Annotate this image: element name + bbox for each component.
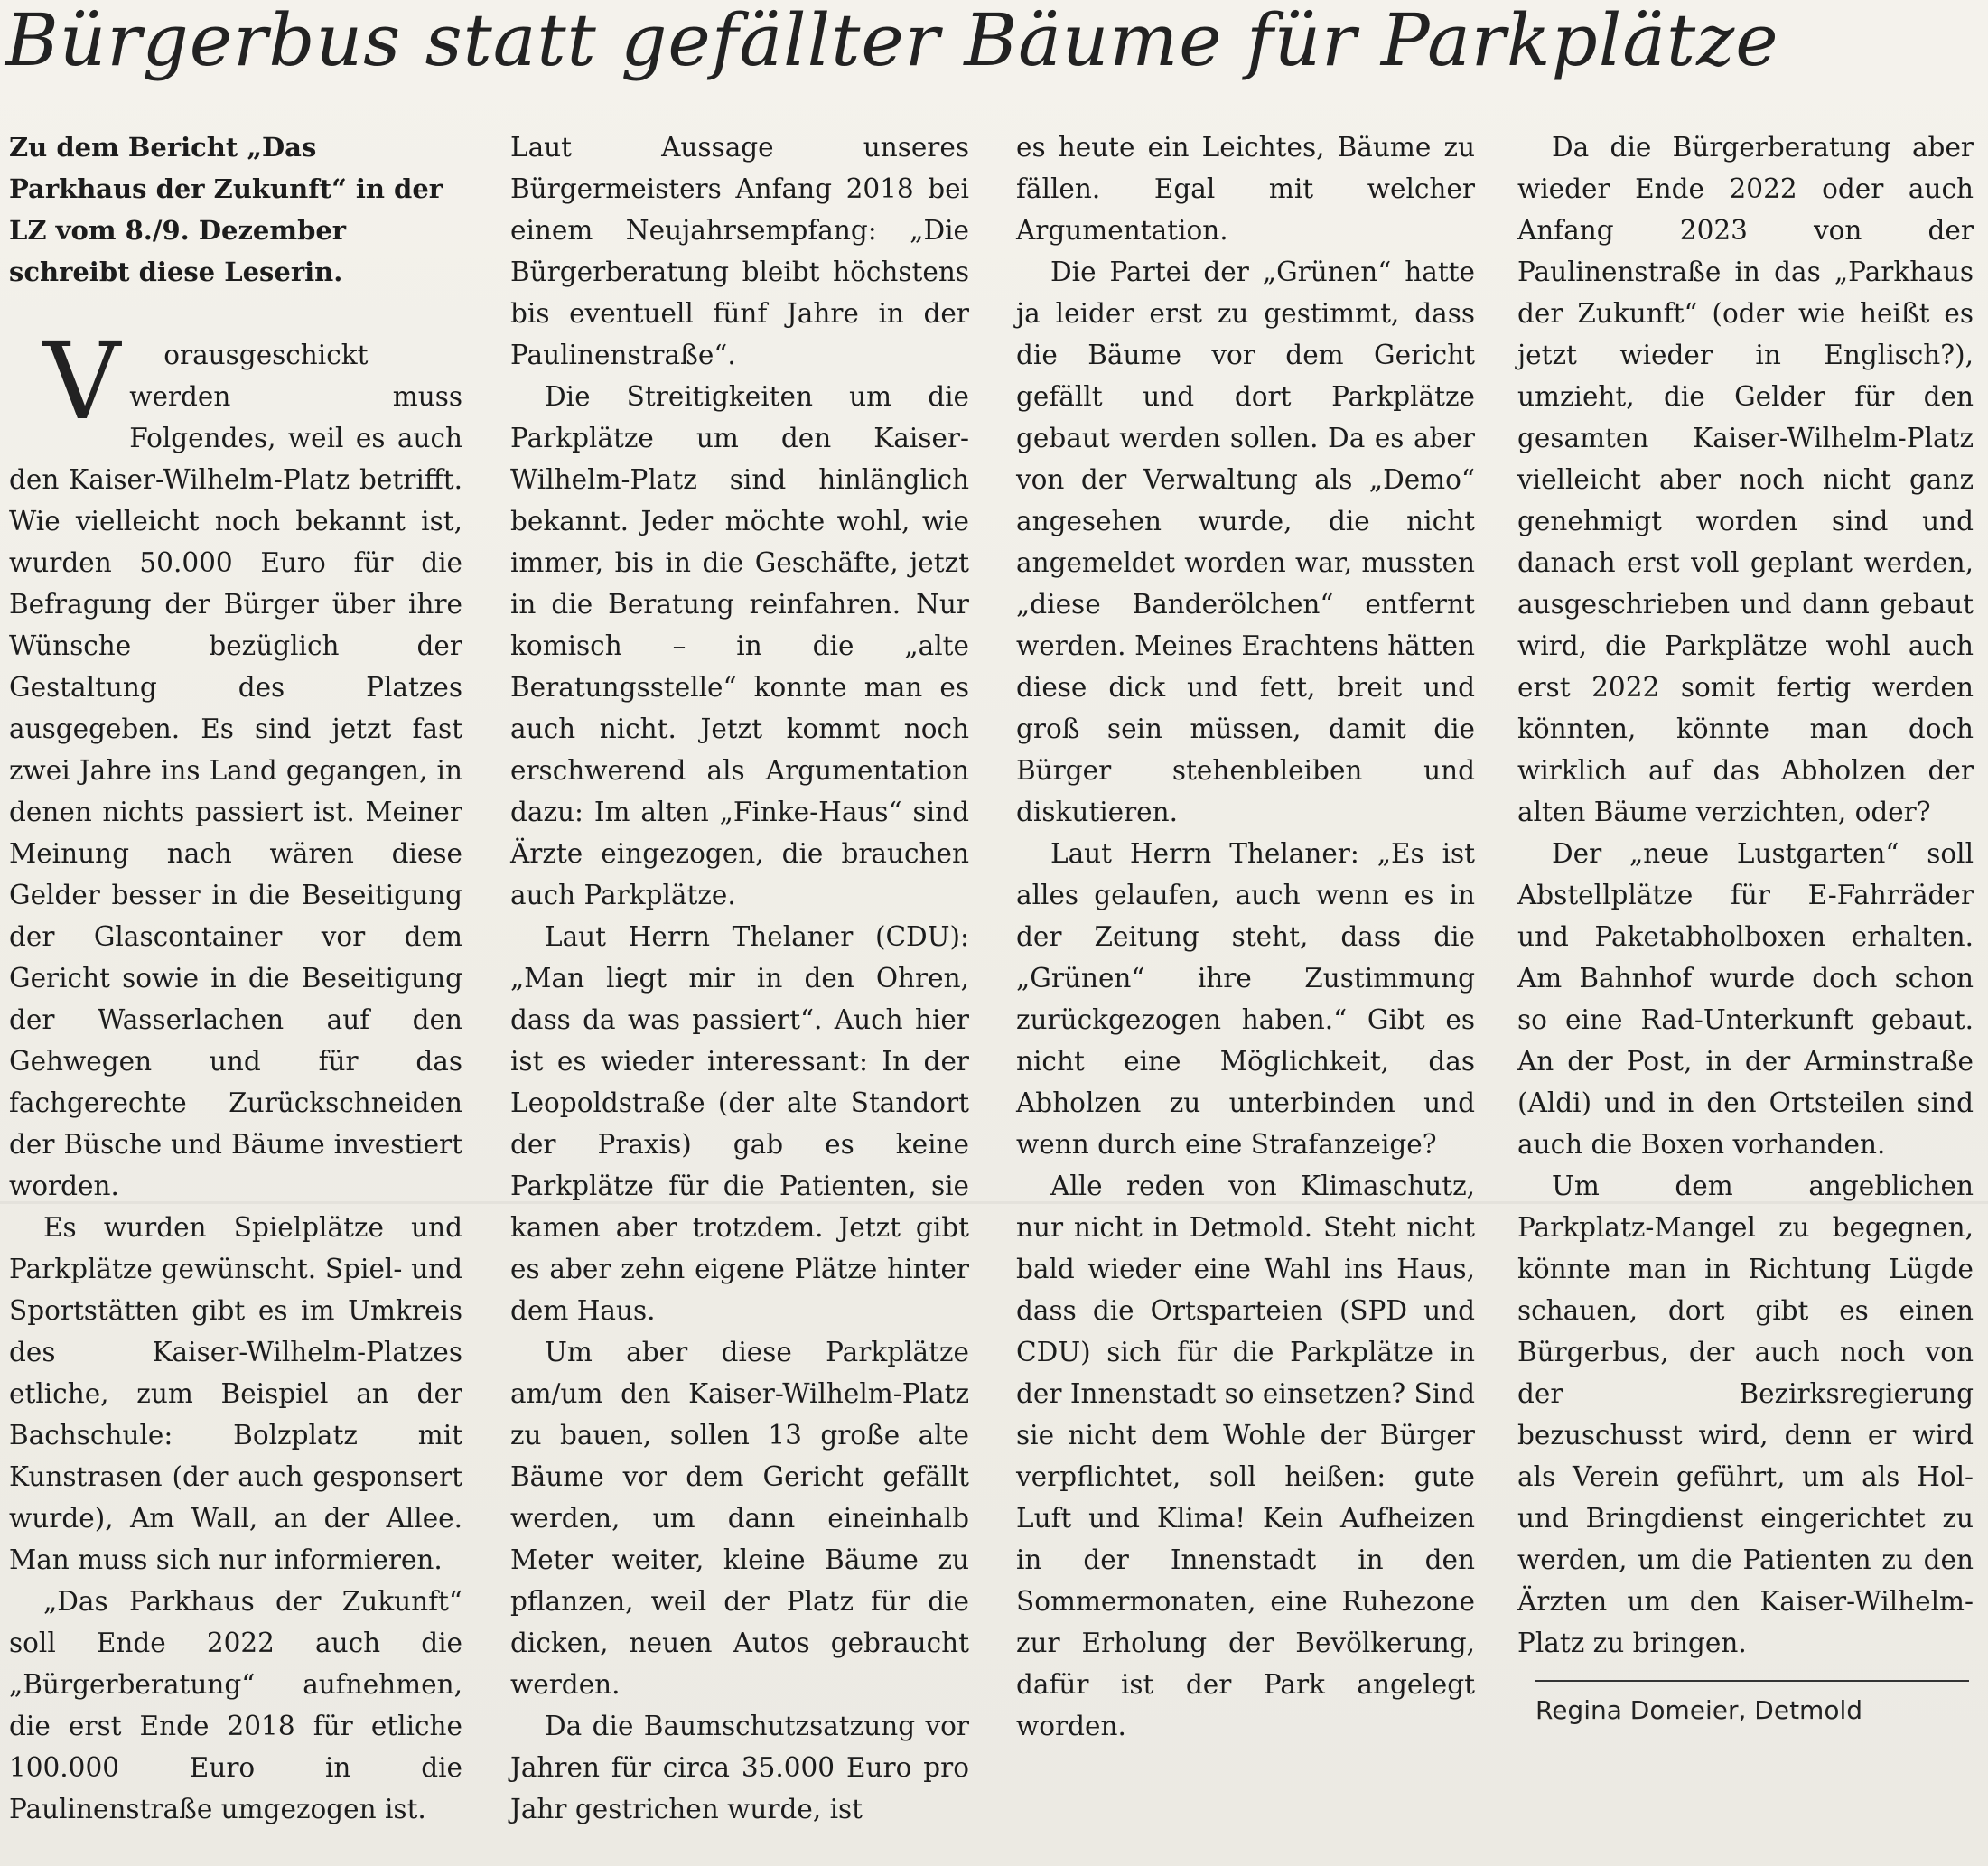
paragraph: Da die Baumschutzsatzung vor Jahren für circa 35.000 Euro pro Jahr gestrichen wurde, ist	[510, 1711, 969, 1824]
paragraph: Laut Aussage unseres Bürgermeisters Anfang 2018 bei einem Neujahrsempfang: „Die Bürgerberatung bleibt höchstens bis eventuell fünf Jahre in der Paulinenstraße“.	[510, 132, 969, 370]
article-column-3	[1016, 126, 1475, 1747]
signature-divider	[1535, 1680, 1969, 1682]
paragraph: Alle reden von Klimaschutz, nur nicht in Detmold. Steht nicht bald wieder eine Wahl ins Haus, dass die Ortsparteien (SPD und CDU) sich für die Parkplätze in der Innenstadt so einsetzen? Sind sie nicht dem Wohle der Bürger verpflichtet, soll heißen: gute Luft und Klima! Kein Aufheizen in der Innenstadt in den Sommermonaten, eine Ruhezone zur Erholung der Bevölkerung, dafür ist der Park angelegt worden.	[1016, 1171, 1475, 1741]
drop-cap: V	[43, 319, 121, 443]
paragraph: Um dem angeblichen Parkplatz-Mangel zu begegnen, könnte man in Richtung Lügde schauen, dort gibt es einen Bürgerbus, der auch noch von der Bezirksregierung bezuschusst wird, denn er wird als Verein geführt, um als Hol- und Bringdienst eingerichtet zu werden, um die Patienten zu den Ärzten um den Kaiser-Wilhelm-Platz zu bringen.	[1517, 1171, 1974, 1658]
paragraph: Laut Herrn Thelaner: „Es ist alles gelaufen, auch wenn es in der Zeitung steht, dass die „Grünen“ ihre Zustimmung zurückgezogen haben.“ Gibt es nicht eine Möglichkeit, das Abholzen zu unterbinden und wenn durch eine Strafanzeige?	[1016, 838, 1475, 1160]
paragraph: Es wurden Spielplätze und Parkplätze gewünscht. Spiel- und Sportstätten gibt es im Umkreis des Kaiser-Wilhelm-Platzes etliche, zum Beispiel an der Bachschule: Bolzplatz mit Kunstrasen (der auch gesponsert wurde), Am Wall, an der Allee. Man muss sich nur informieren.	[9, 1212, 462, 1575]
article-column-4	[1517, 126, 1974, 1731]
paragraph: Die Streitigkeiten um die Parkplätze um den Kaiser-Wilhelm-Platz sind hinlänglich bekannt. Jeder möchte wohl, wie immer, bis in die Geschäfte, jetzt in die Beratung reinfahren. Nur komisch – in die „alte Beratungsstelle“ konnte man es auch nicht. Jetzt kommt noch erschwerend als Argumentation dazu: Im alten „Finke-Haus“ sind Ärzte eingezogen, die brauchen auch Parkplätze.	[510, 381, 969, 910]
paragraph: Die Partei der „Grünen“ hatte ja leider erst zu gestimmt, dass die Bäume vor dem Gericht gefällt und dort Parkplätze gebaut werden sollen. Da es aber von der Verwaltung als „Demo“ angesehen wurde, die nicht angemeldet worden war, mussten „diese Banderölchen“ entfernt werden. Meines Erachtens hätten diese dick und fett, breit und groß sein müssen, damit die Bürger stehenbleiben und diskutieren.	[1016, 257, 1475, 827]
article-column-2	[510, 126, 969, 1830]
paragraph: Laut Herrn Thelaner (CDU): „Man liegt mir in den Ohren, dass da was passiert“. Auch hier ist es wieder interessant: In der Leopoldstraße (der alte Standort der Praxis) gab es keine Parkplätze für die Patienten, sie kamen aber trotzdem. Jetzt gibt es aber zehn eigene Plätze hinter dem Haus.	[510, 921, 969, 1326]
paragraph: Der „neue Lustgarten“ soll Abstellplätze für E-Fahrräder und Paketabholboxen erhalten. Am Bahnhof wurde doch schon so eine Rad-Unterkunft gebaut. An der Post, in der Arminstraße (Aldi) und in den Ortsteilen sind auch die Boxen vorhanden.	[1517, 838, 1974, 1160]
lead-paragraph: Zu dem Bericht „Das Parkhaus der Zukunft“ in der LZ vom 8./9. Dezember schreibt diese Leserin.	[9, 132, 443, 287]
headline: Bürgerbus statt gefällter Bäume für Parkplätze	[5, 0, 1779, 82]
author-signature: Regina Domeier, Detmold	[1535, 1695, 1863, 1725]
paragraph: Um aber diese Parkplätze am/um den Kaiser-Wilhelm-Platz zu bauen, sollen 13 große alte Bäume vor dem Gericht gefällt werden, um dann eineinhalb Meter weiter, kleine Bäume zu pflanzen, weil der Platz für die dicken, neuen Autos gebraucht werden.	[510, 1337, 969, 1700]
article-column-1	[9, 126, 462, 1830]
paragraph-text: orausgeschickt werden muss Folgendes, weil es auch den Kaiser-Wilhelm-Platz betrifft. Wie vielleicht noch bekannt ist, wurden 50.000 Euro für die Befragung der Bürger über ihre Wünsche bezüglich der Gestaltung des Platzes ausgegeben. Es sind jetzt fast zwei Jahre ins Land gegangen, in denen nichts passiert ist. Meiner Meinung nach wären diese Gelder besser in die Beseitigung der Glascontainer vor dem Gericht sowie in die Beseitigung der Wasserlachen auf den Gehwegen und für das fachgerechte Zurückschneiden der Büsche und Bäume investiert worden.	[9, 340, 462, 1201]
paragraph: „Das Parkhaus der Zukunft“ soll Ende 2022 auch die „Bürgerberatung“ aufnehmen, die erst Ende 2018 für etliche 100.000 Euro in die Paulinenstraße umgezogen ist.	[9, 1586, 462, 1824]
paragraph: Da die Bürgerberatung aber wieder Ende 2022 oder auch Anfang 2023 von der Paulinenstraße in das „Parkhaus der Zukunft“ (oder wie heißt es jetzt wieder in Englisch?), umzieht, die Gelder für den gesamten Kaiser-Wilhelm-Platz vielleicht aber noch nicht ganz genehmigt worden sind und danach erst voll geplant werden, ausgeschrieben und dann gebaut wird, die Parkplätze wohl auch erst 2022 somit fertig werden könnten, könnte man doch wirklich auf das Abholzen der alten Bäume verzichten, oder?	[1517, 132, 1974, 827]
first-paragraph	[9, 319, 462, 1207]
paper-fold-line	[0, 1201, 1988, 1204]
paragraph: es heute ein Leichtes, Bäume zu fällen. Egal mit welcher Argumentation.	[1016, 132, 1475, 246]
